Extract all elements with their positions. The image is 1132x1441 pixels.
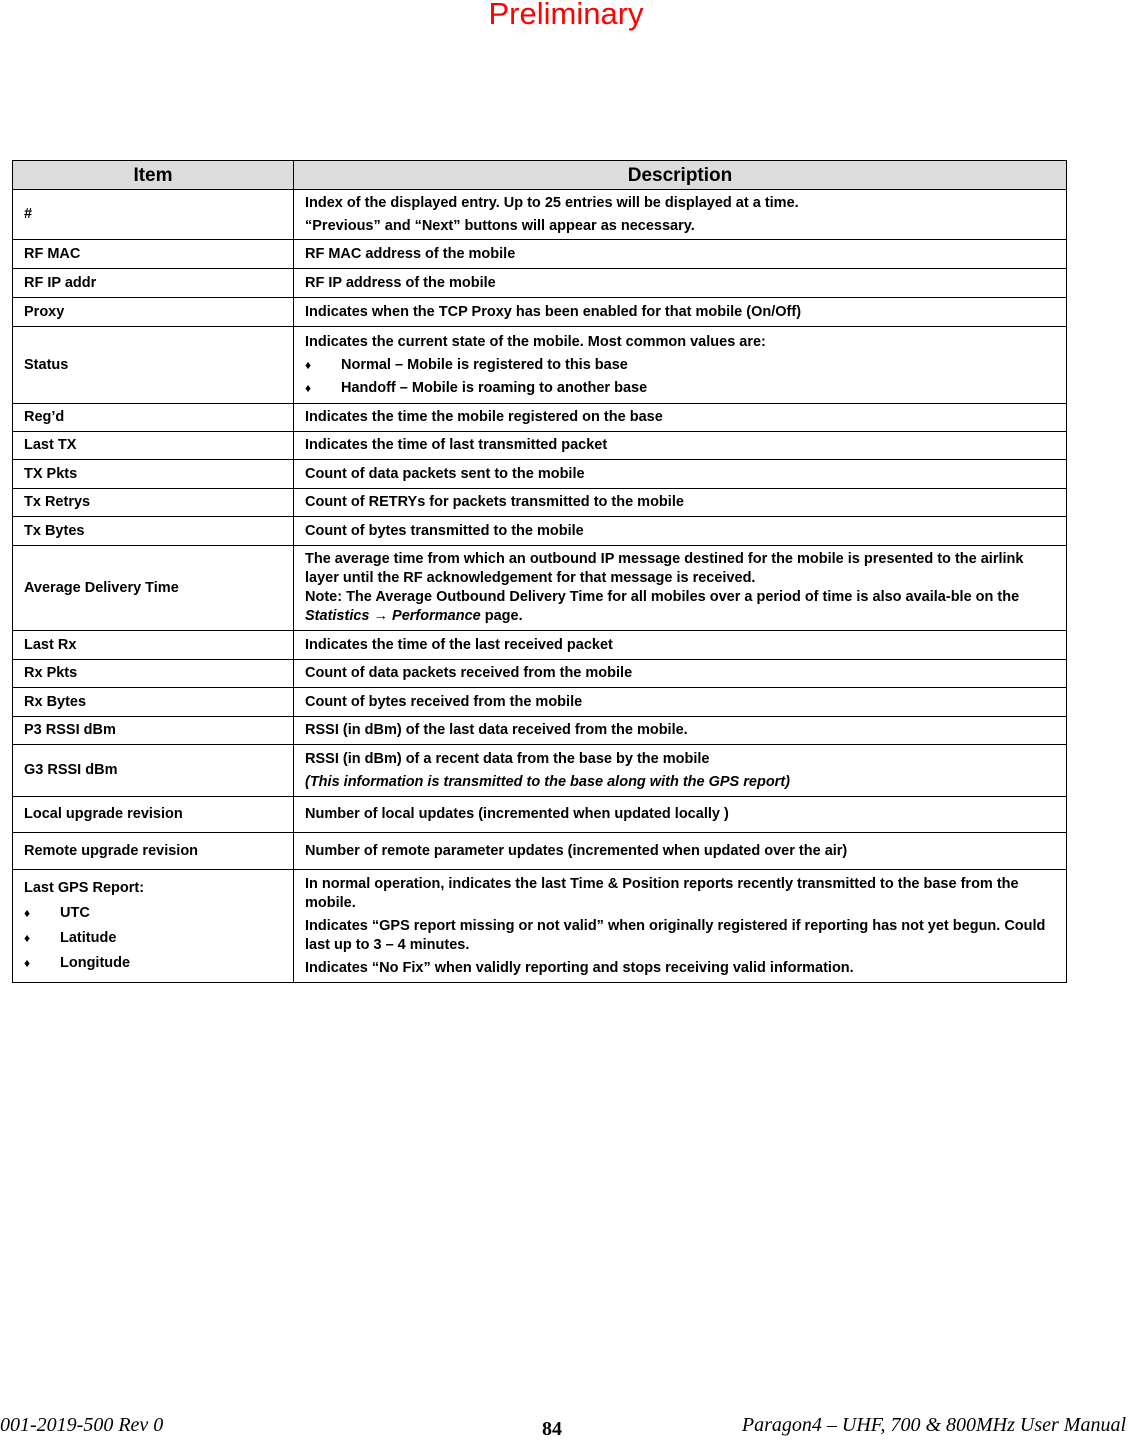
table-row [13,432,1067,460]
bullet-text: Longitude [60,955,131,971]
item-cell: Proxy [13,298,294,327]
item-cell: Rx Bytes [13,688,294,717]
description-cell: Indicates when the TCP Proxy has been enabled for that mobile (On/Off) [294,298,1067,327]
description-text: RSSI (in dBm) of a recent data from the base by the mobile [305,750,710,767]
table-row [13,404,1067,432]
item-column-header: Item [13,161,294,190]
item-cell: Average Delivery Time [13,546,294,631]
description-cell: RF IP address of the mobile [294,269,1067,298]
table-row [13,717,1067,745]
table-row [13,190,1067,240]
item-cell: Tx Bytes [13,517,294,546]
item-cell: Last TX [13,432,294,460]
table-row [13,240,1067,269]
note-text: page. [484,608,523,624]
table-row [13,298,1067,327]
bullet-text: Latitude [60,930,117,946]
table-row [13,833,1067,870]
description-text: Index of the displayed entry. Up to 25 entries will be displayed at a time. [305,194,799,211]
description-cell: Number of local updates (incremented when updated locally ) [294,797,1067,833]
table-row [13,631,1067,660]
item-cell: TX Pkts [13,460,294,489]
description-cell: Count of bytes received from the mobile [294,688,1067,717]
bullet-item [305,379,1055,398]
description-cell [294,745,1067,797]
item-cell: G3 RSSI dBm [13,745,294,797]
table-row [13,870,1067,983]
table-row [13,688,1067,717]
diamond-bullet-icon: ♦ [24,906,31,920]
table-header-row [13,161,1067,190]
description-text: Indicates “GPS report missing or not valid” when originally registered if reporting has not yet begun. Could last up to 3 – 4 minutes. [305,917,1046,953]
table-row [13,660,1067,688]
item-cell: Status [13,327,294,404]
description-cell: Count of data packets sent to the mobile [294,460,1067,489]
diamond-bullet-icon: ♦ [24,931,31,945]
item-cell: P3 RSSI dBm [13,717,294,745]
table-row [13,269,1067,298]
table-row [13,327,1067,404]
description-text: (This information is transmitted to the base along with the GPS report) [305,773,790,790]
description-cell [294,870,1067,983]
table-row [13,797,1067,833]
description-cell [294,190,1067,240]
table-row [13,489,1067,517]
table-row [13,546,1067,631]
item-cell: # [13,190,294,240]
item-cell: Last Rx [13,631,294,660]
description-cell: Count of data packets received from the mobile [294,660,1067,688]
table-row [13,517,1067,546]
description-column-header: Description [294,161,1067,190]
description-cell: RF MAC address of the mobile [294,240,1067,269]
description-cell: Count of bytes transmitted to the mobile [294,517,1067,546]
description-cell [294,546,1067,631]
item-cell [13,870,294,983]
item-cell: Local upgrade revision [13,797,294,833]
bullet-text: Handoff – Mobile is roaming to another base [341,379,648,396]
item-cell: Tx Retrys [13,489,294,517]
description-note [305,588,1055,626]
bullet-text: UTC [60,905,90,921]
diamond-bullet-icon: ♦ [24,956,31,970]
document-number: 001-2019-500 Rev 0 [0,1414,164,1436]
diamond-bullet-icon: ♦ [305,380,312,395]
description-text: Indicates “No Fix” when validly reporting and stops receiving valid information. [305,959,854,976]
item-text: Last GPS Report: [24,880,145,896]
bullet-item [24,929,282,948]
item-cell: RF MAC [13,240,294,269]
description-text: “Previous” and “Next” buttons will appear as necessary. [305,217,695,234]
description-cell: Indicates the time of last transmitted packet [294,432,1067,460]
description-cell: Count of RETRYs for packets transmitted to the mobile [294,489,1067,517]
description-text: The average time from which an outbound IP message destined for the mobile is presented to the airlink layer until the RF acknowledgement for that message is received. [305,551,1024,586]
page-number: 84 [542,1418,562,1440]
arrow-icon: → [373,608,389,624]
description-cell: Indicates the time of the last received packet [294,631,1067,660]
performance-reference: Performance [392,608,481,624]
description-cell: RSSI (in dBm) of the last data received from the mobile. [294,717,1067,745]
bullet-item [305,356,1055,375]
description-cell [294,327,1067,404]
item-cell: Rx Pkts [13,660,294,688]
diamond-bullet-icon: ♦ [305,357,312,372]
item-cell: Remote upgrade revision [13,833,294,870]
bullet-item [24,904,282,923]
description-cell: Indicates the time the mobile registered on the base [294,404,1067,432]
bullet-item [24,954,282,973]
item-description-table [12,160,1067,983]
description-cell: Number of remote parameter updates (incremented when updated over the air) [294,833,1067,870]
note-text: Note: The Average Outbound Delivery Time for all mobiles over a period of time is also availa-ble on the [305,589,1020,605]
preliminary-watermark: Preliminary [488,0,644,31]
table-row [13,460,1067,489]
item-cell: RF IP addr [13,269,294,298]
table-row [13,745,1067,797]
bullet-text: Normal – Mobile is registered to this base [341,356,628,373]
manual-title: Paragon4 – UHF, 700 & 800MHz User Manual [741,1414,1126,1436]
description-text: In normal operation, indicates the last Time & Position reports recently transmitted to the base from the mobile. [305,875,1019,911]
item-cell: Reg’d [13,404,294,432]
description-text: Indicates the current state of the mobile. Most common values are: [305,333,766,350]
statistics-reference: Statistics [305,608,370,624]
